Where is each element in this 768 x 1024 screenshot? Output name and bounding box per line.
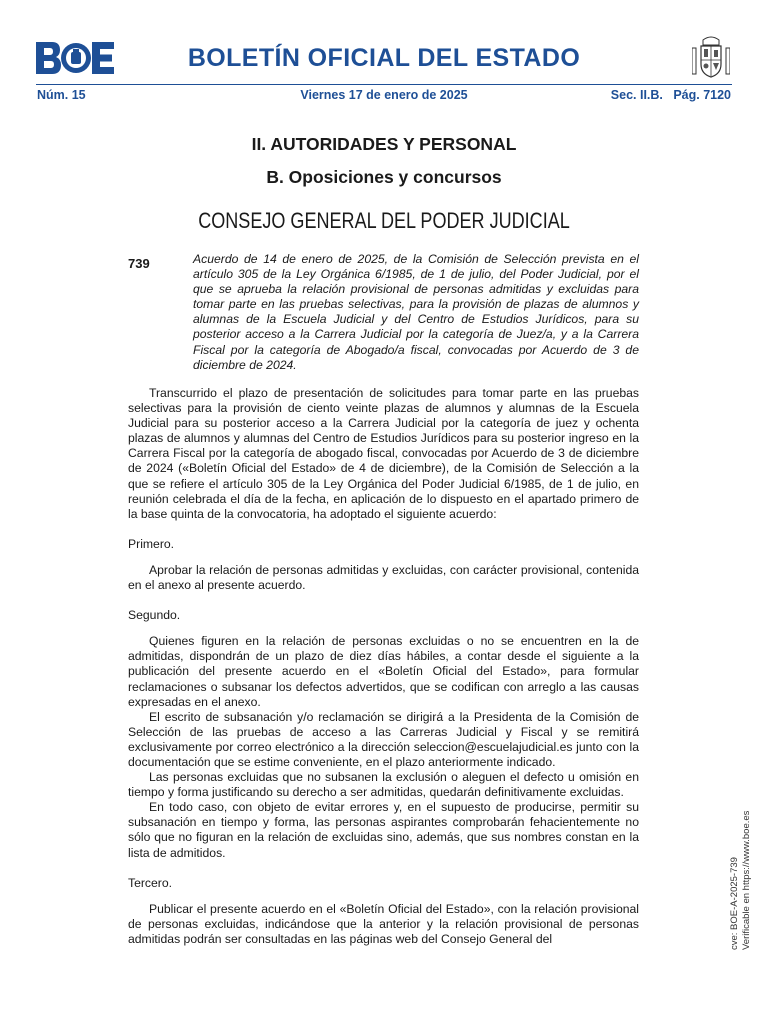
segundo-label: Segundo. (128, 608, 181, 623)
cve-code: cve: BOE-A-2025-739 (729, 857, 740, 950)
document-body (128, 386, 639, 947)
segundo-paragraph-4: En todo caso, con objeto de evitar errores y, en el supuesto de producirse, permitir su subsanación en tiempo y forma, las personas aspirantes comprobarán fehacientemente no sólo que no figuran en la relación de excluidas sino, además, que sus nombres constan en la lista de admitidos. (128, 800, 639, 860)
issue-number: Núm. 15 (37, 88, 86, 102)
disposition-number: 739 (128, 256, 150, 271)
verification-sidebar (729, 710, 752, 950)
section-page: Sec. II.B. Pág. 7120 (610, 88, 731, 102)
organization-heading: CONSEJO GENERAL DEL PODER JUDICIAL (198, 208, 570, 233)
tercero-paragraph: Publicar el presente acuerdo en el «Boletín Oficial del Estado», con la relación provisional de personas excluidas, indicándose que la anterior y la relación provisional de personas admitidas podrán ser consultadas en las páginas web del Consejo General del (128, 901, 639, 946)
intro-paragraph: Transcurrido el plazo de presentación de solicitudes para tomar parte en las pruebas selectivas para la provisión de ciento veinte plazas de alumnos y alumnas de la Escuela Judicial para su posterior acceso a la Carrera Judicial por la categoría de juez y ochenta plazas de alumnos y alumnas del Centro de Estudios Jurídicos para su posterior ingreso en la Carrera Fiscal por la categoría de abogado fiscal, convocadas por Acuerdo de 3 de diciembre de 2024 («Boletín Oficial del Estado» de 4 de diciembre), de la Comisión de Selección a la que se refiere el artículo 305 de la Ley Orgánica del Poder Judicial 6/1985, de 1 de julio, en reunión celebrada el día de la fecha, en aplicación de lo dispuesto en el apartado primero de la base quinta de la convocatoria, ha adoptado el siguiente acuerdo: (128, 386, 639, 521)
verify-link[interactable]: Verificable en https://www.boe.es (740, 810, 752, 950)
segundo-paragraph-1: Quienes figuren en la relación de personas excluidas o no se encuentren en la de admitidas, dispondrán de un plazo de diez días hábiles, a contar desde el siguiente a la publicación del presente acuerdo en el «Boletín Oficial del Estado», para formular reclamaciones o subsanar los defectos advertidos, que se codifican con arreglo a las causas expresadas en el anexo. (128, 634, 639, 709)
disposition-summary: Acuerdo de 14 de enero de 2025, de la Comisión de Selección prevista en el artículo 305 de la Ley Orgánica 6/1985, de 1 de julio, del Poder Judicial, por el que se aprueba la relación provisional de personas admitidas y excluidas para tomar parte en las pruebas selectivas, para la provisión de plazas de alumnos y alumnas de la Escuela Judicial y del Centro de Estudios Jurídicos, para su posterior acceso a la Carrera Judicial por la categoría de Juez/a, y a la Carrera Fiscal por la categoría de Abogado/a fiscal, convocadas por Acuerdo de 3 de diciembre de 2024. (193, 252, 639, 372)
tercero-label: Tercero. (128, 875, 173, 890)
boe-logo (36, 42, 114, 74)
primero-label: Primero. (128, 536, 175, 551)
masthead-title: BOLETÍN OFICIAL DEL ESTADO (187, 44, 581, 72)
section-title: II. AUTORIDADES Y PERSONAL (251, 134, 517, 154)
coat-of-arms-icon (692, 36, 730, 80)
segundo-paragraph-2: El escrito de subsanación y/o reclamación se dirigirá a la Presidenta de la Comisión de Selección de las pruebas de acceso a las Carreras Judicial y Fiscal y se remitirá exclusivamente por correo electrónico a la dirección seleccion@escuelajudicial.es junto con la documentación que se estime conveniente, en el plazo anteriormente indicado. (128, 709, 639, 769)
primero-paragraph: Aprobar la relación de personas admitidas y excluidas, con carácter provisional, contenida en el anexo al presente acuerdo. (128, 562, 639, 593)
section-subtitle: B. Oposiciones y concursos (266, 167, 502, 187)
segundo-paragraph-3: Las personas excluidas que no subsanen la exclusión o aleguen el defecto u omisión en tiempo y forma justificando su derecho a ser admitidas, quedarán definitivamente excluidas. (128, 770, 639, 800)
issue-date: Viernes 17 de enero de 2025 (300, 88, 468, 102)
header-rule (36, 84, 732, 85)
